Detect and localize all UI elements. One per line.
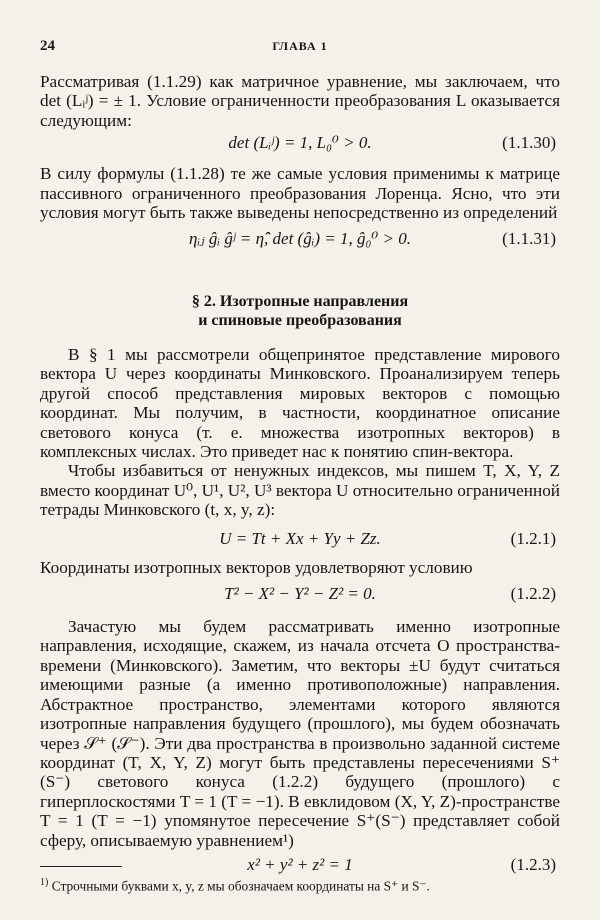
footnote-text: Строчными буквами x, y, z мы обозначаем координаты на S⁺ и S⁻. [51,878,430,894]
equation-formula: U = Tt + Xx + Yy + Zz. [219,528,381,548]
section-heading [40,292,560,330]
paragraph-5: Координаты изотропных векторов удовлетворяют условию [40,557,473,577]
equation-1-1-31 [40,226,560,252]
equation-1-1-30 [40,130,560,156]
main-text [40,72,560,252]
paragraph-1: Рассматривая (1.1.29) как матричное уравнение, мы заключаем, что det (Lᵢʲ) = ± 1. Условие ограниченности преобразования L оказывается следующим: [40,72,560,130]
footnote-rule [40,866,122,867]
equation-number: (1.2.2) [510,584,556,604]
equation-number: (1.1.31) [502,229,556,249]
section-title-line-2: и спиновые преобразования [198,312,402,329]
equation-1-2-2 [40,581,560,607]
equation-number: (1.2.1) [510,528,556,548]
paragraph-6: Зачастую мы будем рассматривать именно изотропные направления, исходящие, скажем, из начала отсчета O пространства-времени (Минковского). Заметим, что векторы ±U будут считаться имеющими разные (а именно противоположные) направления. Абстрактное пространство, элементами которого являются изотропные направления будущего (прошлого), мы будем обозначать через 𝒮⁺ (𝒮⁻). Эти два пространства в произвольно заданной системе координат (T, X, Y, Z) могут быть представлены пересечениями S⁺ (S⁻) светового конуса (1.2.2) будущего (прошлого) с гиперплоскостями T = 1 (T = −1). В евклидовом (X, Y, Z)-пространстве T = 1 (T = −1) упомянутое пересечение S⁺(S⁻) представляет собой сферу, описываемую уравнением¹) [40,617,560,850]
page-number: 24 [40,38,55,54]
paragraph-2: В силу формулы (1.1.28) те же самые условия применимы к матрице пассивного ограниченного преобразования Лоренца. Ясно, что эти условия могут быть также выведены непосредственно из определений [40,164,560,223]
equation-number: (1.2.3) [510,854,556,874]
running-head: ГЛАВА 1 [272,39,328,53]
footnote-mark: 1) [40,877,49,888]
paragraph-3: В § 1 мы рассмотрели общепринятое представление мирового вектора U через координаты Минковского. Проанализируем теперь другой способ представления мировых векторов с помощью координат. Мы получим, в частности, координатное описание светового конуса (т. е. множества изотропных векторов) в комплексных числах. Это приведет нас к понятию спин-вектора. [40,345,560,462]
equation-formula: x² + y² + z² = 1 [247,854,353,874]
equation-number: (1.1.30) [502,133,556,153]
equation-formula: T² − X² − Y² − Z² = 0. [224,584,376,604]
section-title-line-1: § 2. Изотропные направления [191,293,409,310]
paragraph-4: Чтобы избавиться от ненужных индексов, мы пишем T, X, Y, Z вместо координат U⁰, U¹, U², U³ вектора U относительно ограниченной тетрады Минковского (t, x, y, z): [40,461,560,520]
equation-formula: ηᵢⱼ ĝᵢ ĝʲ = η̂̂, det (ĝᵢ) = 1, ĝ₀⁰ > 0. [189,229,411,249]
section-text [40,345,560,878]
equation-1-2-1 [40,526,560,552]
page-header [40,38,560,58]
footnote [40,874,560,894]
equation-formula: det (Lᵢʲ) = 1, L₀⁰ > 0. [228,133,372,153]
